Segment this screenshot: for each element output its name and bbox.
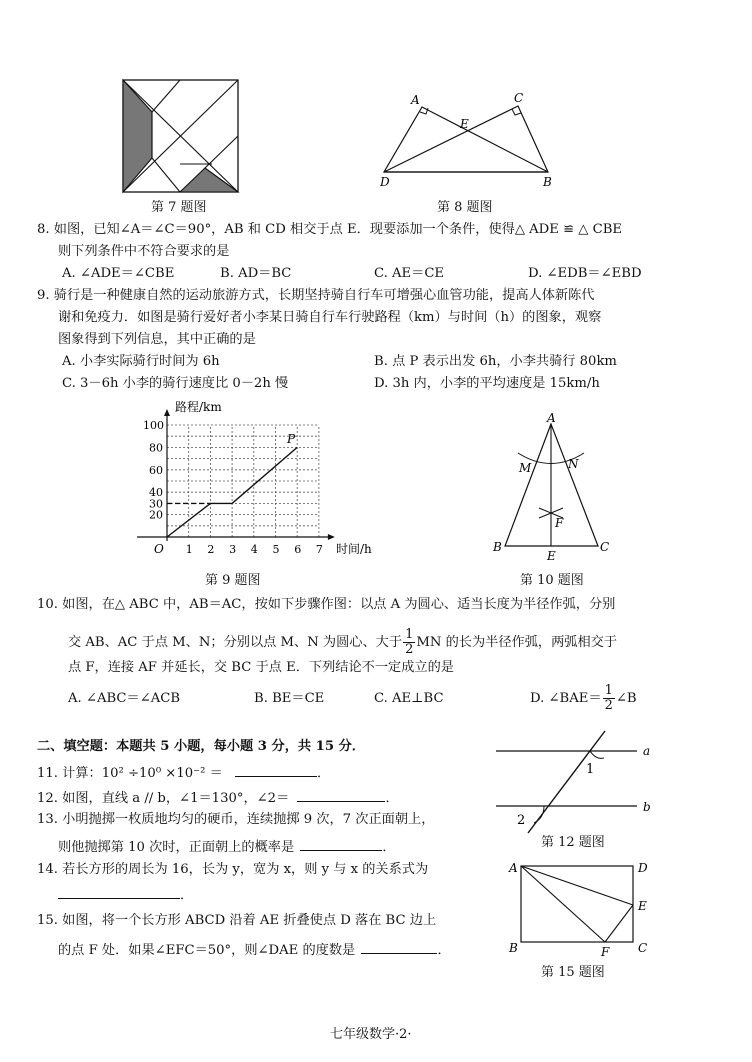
q13-stem-line2: 则他抛掷第 10 次时，正面朝上的概率是 xyxy=(58,840,295,855)
x-tick-label: 2 xyxy=(207,543,215,556)
q11-stem: 11. 计算：10² ÷10⁰ ×10⁻² ＝ xyxy=(37,766,223,781)
q12-stem: 12. 如图，直线 a // b，∠1＝130°，∠2＝ xyxy=(37,791,290,806)
q10-option-b: B. BE＝CE xyxy=(254,691,325,706)
fig15-label-c: C xyxy=(638,941,648,955)
q8-option-b: B. AD＝BC xyxy=(220,266,292,281)
fraction-denominator: 2 xyxy=(405,641,414,657)
fig12-caption: 第 12 题图 xyxy=(541,835,605,850)
fraction-denominator: 2 xyxy=(604,697,613,713)
page-footer: 七年级数学·2· xyxy=(330,1027,412,1042)
fig7-caption: 第 7 题图 xyxy=(151,200,207,215)
fig12-label-b: b xyxy=(643,800,651,814)
q14-stem: 14. 若长方形的周长为 16，长为 y，宽为 x，则 y 与 x 的关系式为 xyxy=(37,862,429,877)
q9-stem-line2: 谢和免疫力．如图是骑行爱好者小李某日骑自行车行驶路程（km）与时间（h）的图象，观察 xyxy=(58,310,602,325)
fig10-label-a: A xyxy=(547,411,556,425)
chart-x-axis-label: 时间/h xyxy=(336,542,372,556)
q8-option-a: A. ∠ADE＝∠CBE xyxy=(62,266,175,281)
fig9-caption: 第 9 题图 xyxy=(205,573,261,588)
x-tick-label: 1 xyxy=(185,543,193,556)
chart-point-p-label: P xyxy=(287,432,296,446)
q10-stem-line1: 10. 如图，在△ ABC 中，AB＝AC，按如下步骤作图：以点 A 为圆心、适当长度为半径作弧，分别 xyxy=(37,597,616,612)
fig8-caption: 第 8 题图 xyxy=(437,200,493,215)
q15-stem-line1: 15. 如图，将一个长方形 ABCD 沿着 AE 折叠使点 D 落在 BC 边上 xyxy=(37,913,437,928)
fig10-label-b: B xyxy=(493,540,502,554)
fig8-label-a: A xyxy=(411,93,420,107)
q13-stem-line1: 13. 小明抛掷一枚质地均匀的硬币，连续抛掷 9 次，7 次正面朝上， xyxy=(37,812,435,827)
q9-option-d: D. 3h 内，小李的平均速度是 15km/h xyxy=(374,376,600,391)
fig8-label-e: E xyxy=(460,117,469,131)
fig12-label-angle2: 2 xyxy=(517,813,526,828)
fig8-label-c: C xyxy=(514,91,524,105)
q10-stem-line2-part2: MN 的长为半径作弧，两弧相交于 xyxy=(416,634,618,650)
x-tick-label: 7 xyxy=(315,543,323,556)
q8-option-d: D. ∠EDB＝∠EBD xyxy=(528,266,642,281)
q15-stem-line2: 的点 F 处．如果∠EFC＝50°，则∠DAE 的度数是 xyxy=(58,943,356,958)
fig15-label-b: B xyxy=(509,941,518,955)
fraction-numerator: 1 xyxy=(405,627,414,642)
y-tick-label: 30 xyxy=(149,497,163,511)
q14-period: ． xyxy=(180,888,194,903)
q10-option-a: A. ∠ABC＝∠ACB xyxy=(68,691,181,706)
fig10-caption: 第 10 题图 xyxy=(520,573,584,588)
y-tick-label: 20 xyxy=(149,508,163,522)
y-tick-label: 60 xyxy=(149,463,163,477)
fig10-label-e: E xyxy=(547,549,556,563)
y-tick-label: 40 xyxy=(149,486,163,500)
y-tick-label: 100 xyxy=(143,419,164,432)
fig10-label-c: C xyxy=(600,540,610,554)
fig12-label-a: a xyxy=(643,744,651,758)
fig15-label-e: E xyxy=(638,899,647,913)
x-tick-label: 5 xyxy=(272,543,280,556)
q8-stem-line1: 8. 如图，已知∠A＝∠C＝90°，AB 和 CD 相交于点 E．现要添加一个条件，使得△ ADE ≌ △ CBE xyxy=(37,222,623,237)
fig10-label-f: F xyxy=(555,516,564,530)
x-tick-label: 6 xyxy=(294,543,302,556)
fig8-label-d: D xyxy=(380,175,390,189)
x-tick-label: 4 xyxy=(250,543,258,556)
fig15-label-d: D xyxy=(638,861,648,875)
q9-option-c: C. 3－6h 小李的骑行速度比 0－2h 慢 xyxy=(62,376,289,391)
fig15-label-f: F xyxy=(601,945,610,959)
chart-origin-label: O xyxy=(154,542,164,556)
q10-stem-line3: 点 F，连接 AF 并延长，交 BC 于点 E．下列结论不一定成立的是 xyxy=(68,660,454,675)
fig10-label-m: M xyxy=(519,461,532,475)
chart-y-axis-label: 路程/km xyxy=(175,400,222,414)
fig8-label-b: B xyxy=(543,175,552,189)
fig12-label-angle1: 1 xyxy=(586,762,595,777)
q12-period: ． xyxy=(385,791,399,806)
y-tick-label: 80 xyxy=(149,441,163,455)
q10-option-d-prefix: D. ∠BAE＝ xyxy=(530,690,602,706)
q8-option-c: C. AE＝CE xyxy=(374,266,445,281)
x-tick-label: 3 xyxy=(229,543,237,556)
q10-option-c: C. AE⊥BC xyxy=(374,691,444,706)
q8-stem-line2: 则下列条件中不符合要求的是 xyxy=(58,244,230,259)
q11-period: ． xyxy=(316,766,331,781)
fig15-label-a: A xyxy=(509,861,518,875)
q9-stem-line3: 图象得到下列信息，其中正确的是 xyxy=(58,332,256,347)
fig10-label-n: N xyxy=(568,457,579,471)
q10-stem-line2-part1: 交 AB、AC 于点 M、N；分别以点 M、N 为圆心、大于 xyxy=(68,634,403,650)
q13-period: ． xyxy=(382,840,396,855)
q9-option-b: B. 点 P 表示出发 6h，小李共骑行 80km xyxy=(374,354,617,369)
fig15-caption: 第 15 题图 xyxy=(541,965,605,980)
q10-option-d-suffix: ∠B xyxy=(615,690,637,706)
section2-heading: 二、填空题：本题共 5 小题，每小题 3 分，共 15 分． xyxy=(37,739,365,754)
q9-stem-line1: 9. 骑行是一种健康自然的运动旅游方式，长期坚持骑自行车可增强心血管功能，提高人体新陈代 xyxy=(37,288,595,303)
fraction-numerator: 1 xyxy=(604,683,613,698)
q15-period: ． xyxy=(437,943,451,958)
q9-option-a: A. 小李实际骑行时间为 6h xyxy=(62,354,220,369)
